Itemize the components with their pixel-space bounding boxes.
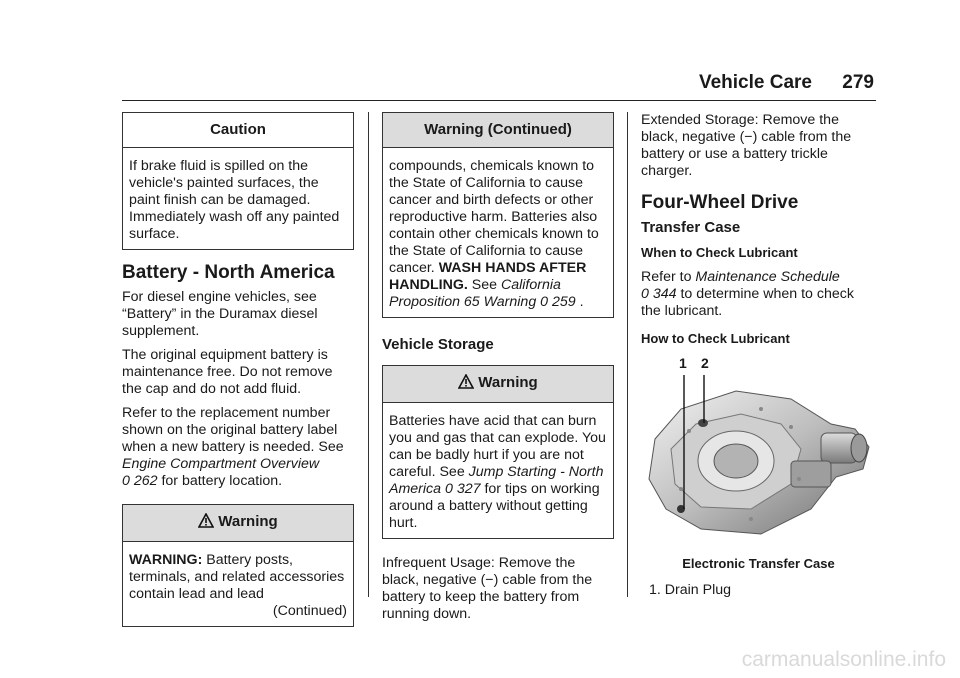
wash-hands-text: WASH HANDS AFTER HANDLING.: [389, 260, 587, 293]
header-title: Vehicle Care: [698, 72, 812, 93]
see-text: See: [467, 277, 501, 293]
column-2: [382, 112, 614, 630]
warning-heading: [123, 505, 353, 542]
warning-body: [123, 542, 353, 626]
battery-paragraph-3: [122, 405, 354, 490]
caution-box: [122, 112, 354, 250]
transfer-case-heading: Transfer Case: [641, 219, 741, 236]
watermark: carmanualsonline.info: [741, 648, 946, 671]
infrequent-usage: Infrequent Usage: Remove the black, negative (−) cable from the battery to keep the battery from running down.: [382, 555, 593, 622]
battery-paragraph-1: For diesel engine vehicles, see “Battery” in the Duramax diesel supplement.: [122, 289, 318, 339]
warning-continued-heading: Warning (Continued): [383, 113, 613, 148]
column-3: [641, 112, 876, 599]
figure-label-2: 2: [701, 355, 709, 371]
figure-label-1: 1: [679, 355, 687, 371]
storage-warning-text: Batteries have acid that can burn you and gas that can explode. You can be badly hurt if you are not careful. See: [389, 413, 606, 480]
battery-p3-text: Refer to the replacement number shown on the original battery label when a new battery is needed. See: [122, 405, 344, 455]
when-to-check-text: [641, 269, 876, 320]
continued-label: (Continued): [272, 603, 347, 619]
warning-triangle-icon: [458, 374, 474, 393]
page-ref[interactable]: 0 327: [445, 481, 481, 497]
maintenance-schedule-link[interactable]: Maintenance Schedule: [695, 269, 840, 285]
warning-box: [122, 504, 354, 627]
warning-text: Battery posts, terminals, and related accessories contain lead and lead: [129, 552, 345, 602]
warning-continued-box: [382, 112, 614, 318]
list-item: 1. Drain Plug: [649, 582, 732, 598]
storage-warning-tail: for tips on working around a battery without getting hurt.: [389, 481, 600, 531]
four-wheel-drive-heading: Four-Wheel Drive: [641, 192, 799, 213]
warning-triangle-icon: [198, 513, 214, 532]
column-divider: [368, 112, 369, 597]
prop65-link[interactable]: California Proposition 65 Warning: [389, 277, 561, 310]
warning-continued-text: compounds, chemicals known to the State of California to cause cancer and birth defects or other reproductive harm. Batteries also contain other chemicals known to the State of California to cause cancer.: [389, 158, 599, 276]
page-header: [122, 70, 876, 101]
when-to-check-heading: When to Check Lubricant: [641, 245, 798, 260]
period: .: [575, 294, 584, 310]
extended-storage: Extended Storage: Remove the black, negative (−) cable from the battery or use a battery trickle charger.: [641, 112, 852, 179]
how-to-check-heading: How to Check Lubricant: [641, 331, 790, 346]
battery-heading: Battery - North America: [122, 262, 335, 283]
page-ref[interactable]: 0 259: [540, 294, 576, 310]
storage-warning-box: [382, 365, 614, 539]
refer-to-text: Refer to: [641, 269, 696, 285]
warning-lead: WARNING:: [129, 552, 203, 568]
page-number: 279: [842, 72, 874, 93]
vehicle-storage-heading: Vehicle Storage: [382, 336, 494, 353]
transfer-case-figure: [641, 355, 876, 555]
battery-paragraph-2: The original equipment battery is maintenance free. Do not remove the cap and do not add fluid.: [122, 347, 333, 397]
when-to-check-tail: to determine when to check the lubricant.: [641, 286, 854, 319]
caution-heading: Caution: [123, 113, 353, 148]
column-divider: [627, 112, 628, 597]
figure-caption: Electronic Transfer Case: [682, 556, 835, 571]
jump-starting-link[interactable]: Jump Starting - North America: [389, 464, 604, 497]
engine-compartment-link[interactable]: Engine Compartment Overview: [122, 456, 320, 472]
battery-p3-tail: for battery location.: [157, 473, 283, 489]
storage-warning-body: [383, 403, 613, 538]
storage-warning-heading: [383, 366, 613, 403]
storage-warning-heading-text: Warning: [478, 374, 538, 391]
page-ref[interactable]: 0 262: [122, 473, 158, 489]
column-1: [122, 112, 354, 641]
warning-continued-body: [383, 148, 613, 317]
warning-heading-text: Warning: [218, 513, 278, 530]
transfer-case-illustration: [641, 369, 876, 549]
page-ref[interactable]: 0 344: [641, 286, 677, 302]
caution-text: If brake fluid is spilled on the vehicle's painted surfaces, the paint finish can be damaged. Immediately wash off any painted surface.: [129, 158, 340, 242]
